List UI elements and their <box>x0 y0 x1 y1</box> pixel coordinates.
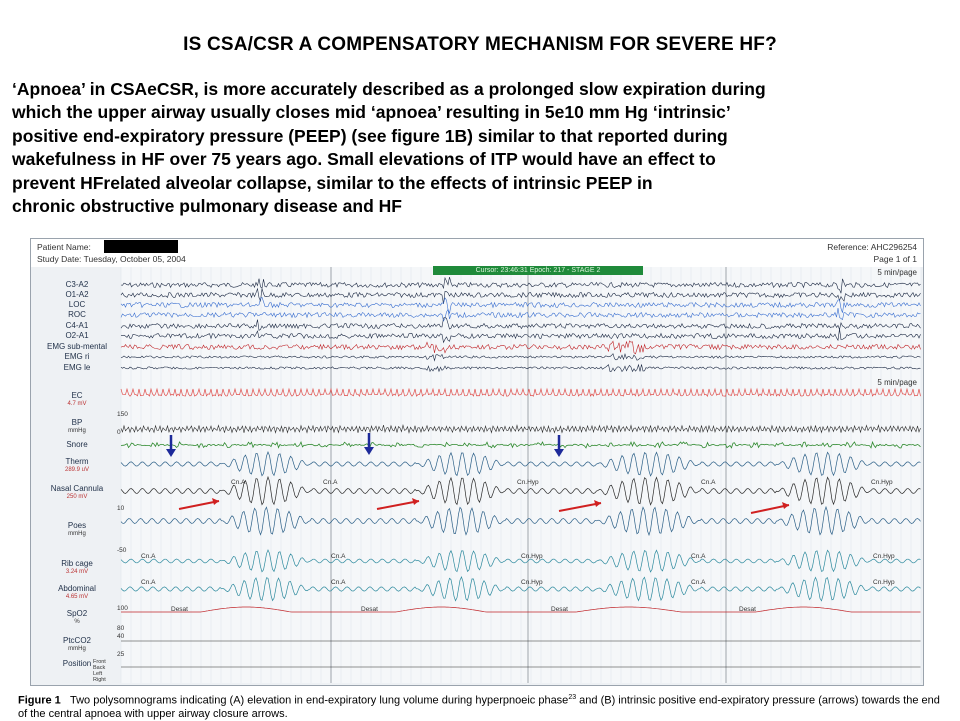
event-label: Cn.A <box>331 553 346 560</box>
event-label: Desat <box>171 606 188 613</box>
scale-label: 0 <box>117 429 121 436</box>
channel-name: Rib cage <box>61 559 93 568</box>
body-line: wakefulness in HF over 75 years ago. Small elevations of ITP would have an effect to <box>12 149 716 170</box>
channel-label: LOC <box>68 300 86 309</box>
recording-header <box>31 239 923 267</box>
position-value: Front <box>93 659 106 665</box>
scale-label: 40 <box>117 633 125 640</box>
study-date: Study Date: Tuesday, October 05, 2004 <box>37 254 186 264</box>
caption-label: Figure 1 <box>18 694 61 707</box>
channel-label <box>35 521 119 539</box>
position-value: Right <box>93 677 106 683</box>
position-value: Left <box>93 671 103 677</box>
channel-label: EMG ri <box>64 352 90 361</box>
cursor-bar: Cursor: 23:46:31 Epoch: 217 - STAGE 2 <box>433 266 643 275</box>
position-value: Back <box>93 665 106 671</box>
channel-name: Abdominal <box>58 584 96 593</box>
channel-unit: 4.65 mV <box>65 594 89 600</box>
event-label: Cn.A <box>323 479 338 486</box>
event-label: Desat <box>361 606 378 613</box>
body-line: ‘Apnoea’ in CSAeCSR, is more accurately described as a prolonged slow expiration during <box>12 79 766 99</box>
channel-unit: mmHg <box>68 531 86 537</box>
channel-label: C3-A2 <box>65 280 89 289</box>
channel-label <box>35 584 119 602</box>
event-label: Cn.A <box>701 479 716 486</box>
channel-label <box>35 636 119 654</box>
event-label: Cn.Hyp <box>873 553 895 560</box>
channel-label: C4-A1 <box>65 321 89 330</box>
channel-unit: 4.7 mV <box>67 401 87 407</box>
event-label: Cn.A <box>231 479 246 486</box>
reference: Reference: AHC296254 <box>827 242 917 252</box>
body-line: prevent HFrelated alveolar collapse, similar to the effects of intrinsic PEEP in <box>12 172 653 193</box>
polysomnogram-figure <box>30 238 924 686</box>
channel-label <box>35 418 119 436</box>
body-text <box>12 78 948 218</box>
channel-name: Poes <box>67 521 87 530</box>
channel-name: Therm <box>65 457 89 466</box>
scale-label: 10 <box>117 505 125 512</box>
channel-label <box>35 484 119 502</box>
event-label: Cn.Hyp <box>873 579 895 586</box>
event-label: Cn.Hyp <box>871 479 893 486</box>
speed-label-mid: 5 min/page <box>877 378 917 387</box>
channel-name: EC <box>71 391 83 400</box>
polysomnogram-traces <box>31 239 923 685</box>
channel-unit: 289.9 uV <box>64 467 90 473</box>
channel-name: PtcCO2 <box>62 636 91 645</box>
caption-text-b: and (B) intrinsic positive end-expiratory pressure (arrows) towards the end of the central apnoea with upper airway closure arrows. <box>18 694 940 720</box>
channel-label: O1-A2 <box>65 290 89 299</box>
patient-name-label: Patient Name: <box>37 242 91 252</box>
channel-label: EMG sub-mental <box>46 342 108 351</box>
position-values <box>93 659 106 683</box>
event-label: Cn.A <box>141 553 156 560</box>
channel-label: Snore <box>66 440 88 449</box>
body-line: which the upper airway usually closes mid ‘apnoea’ resulting in 5e10 mm Hg ‘intrinsic’ <box>12 102 731 123</box>
channel-name: Nasal Cannula <box>50 484 104 493</box>
event-label: Cn.A <box>691 553 706 560</box>
page-indicator: Page 1 of 1 <box>873 254 917 264</box>
slide-title: IS CSA/CSR A COMPENSATORY MECHANISM FOR SEVERE HF? <box>183 34 777 55</box>
channel-name: BP <box>71 418 83 427</box>
event-label: Cn.Hyp <box>517 479 539 486</box>
channel-unit: mmHg <box>68 646 86 652</box>
channel-label: EMG le <box>63 363 91 372</box>
event-label: Desat <box>739 606 756 613</box>
channel-label <box>35 457 119 475</box>
caption-sup: 23 <box>568 694 577 701</box>
event-label: Cn.A <box>331 579 346 586</box>
channel-label <box>35 559 119 577</box>
speed-label-top: 5 min/page <box>877 268 917 277</box>
channel-unit: 3.24 mV <box>65 569 89 575</box>
scale-label: 80 <box>117 625 125 632</box>
channel-name: SpO2 <box>66 609 88 618</box>
event-label: Cn.A <box>141 579 156 586</box>
channel-unit: 250 mV <box>66 494 88 500</box>
channel-label: ROC <box>68 310 86 319</box>
channel-label: O2-A1 <box>65 331 89 340</box>
event-label: Cn.Hyp <box>521 553 543 560</box>
event-label: Desat <box>551 606 568 613</box>
event-label: Cn.A <box>691 579 706 586</box>
event-label: Cn.Hyp <box>521 579 543 586</box>
channel-unit: mmHg <box>68 428 86 434</box>
channel-label: Position <box>62 659 92 668</box>
body-line: positive end-expiratory pressure (PEEP) (see figure 1B) similar to that reported during <box>12 125 728 146</box>
body-line: chronic obstructive pulmonary disease and HF <box>12 196 402 217</box>
scale-label: 100 <box>117 605 128 612</box>
channel-unit: % <box>74 619 80 625</box>
channel-labels <box>31 239 119 685</box>
scale-label: 150 <box>117 411 128 418</box>
figure-caption <box>18 691 948 721</box>
scale-label: 25 <box>117 651 125 658</box>
caption-text-a: Two polysomnograms indicating (A) elevation in end-expiratory lung volume during hyperpnoeic phase <box>69 694 569 707</box>
scale-label: -50 <box>117 547 127 554</box>
channel-label <box>35 609 119 627</box>
channel-label <box>35 391 119 409</box>
